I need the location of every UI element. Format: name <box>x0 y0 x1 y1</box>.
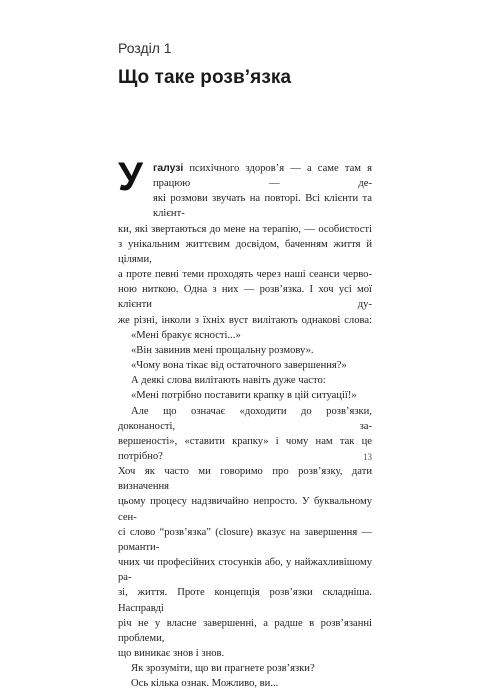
text-line: які розмови звучать на повторі. Всі клієнти та клієнт- <box>153 193 372 220</box>
text-line: Але що означає «доходити до розв’язки, доконаності, за- <box>118 405 372 432</box>
chapter-label: Розділ 1 <box>118 40 172 56</box>
text-line: вершеності», «ставити крапку» і чому нам так це потрібно? <box>118 435 372 462</box>
text-line: цьому процесу надзвичайно непросто. У буквальному сен- <box>118 496 372 523</box>
text-line: галузі психічного здоров’я — а саме там я працюю — де- <box>153 163 372 190</box>
text-line: А деякі слова вилітають навіть дуже часто: <box>131 375 326 387</box>
text-line: а проте певні теми проходять через наші сеанси черво- <box>118 269 372 281</box>
text-line: «Мені бракує ясності...» <box>131 329 241 341</box>
page-number: 13 <box>363 452 372 462</box>
text-line: Хоч як часто ми говоримо про розв’язку, дати визначення <box>118 466 372 493</box>
text-line: же різні, інколи з їхніх вуст вилітають однакові слова: <box>118 314 372 326</box>
text-line: з унікальним життєвим досвідом, баченням життя й цілями, <box>118 238 372 265</box>
text-line: Ось кілька ознак. Можливо, ви... <box>131 678 279 690</box>
drop-cap: У <box>118 155 143 199</box>
body-text <box>118 161 372 691</box>
text-line: «Мені потрібно поставити крапку в цій ситуації!» <box>131 390 357 402</box>
chapter-title: Що таке розв’язка <box>118 67 292 88</box>
text-line: річ не у власне завершенні, а радше в розв’язанні проблеми, <box>118 617 372 644</box>
text-line: ки, які звертаються до мене на терапію, — особистості <box>118 223 372 235</box>
text-line: «Він завинив мені прощальну розмову». <box>131 344 314 356</box>
first-word: галузі <box>153 163 184 174</box>
text-line: Як зрозуміти, що ви прагнете розв’язки? <box>131 663 315 675</box>
text-line: ною ниткою. Одна з них — розв’язка. І хоч усі мої клієнти ду- <box>118 284 372 311</box>
text-line: зі, життя. Проте концепція розв’язки складніша. Насправді <box>118 587 372 614</box>
text-line: чних чи професійних стосунків або, у найжахливішому ра- <box>118 557 372 584</box>
text-line: що виникає знов і знов. <box>118 648 225 659</box>
text-line: «Чому вона тікає від остаточного завершення?» <box>131 360 347 372</box>
text-line: сі слово “розв’язка” (closure) вказує на завершення — романти- <box>118 526 372 553</box>
